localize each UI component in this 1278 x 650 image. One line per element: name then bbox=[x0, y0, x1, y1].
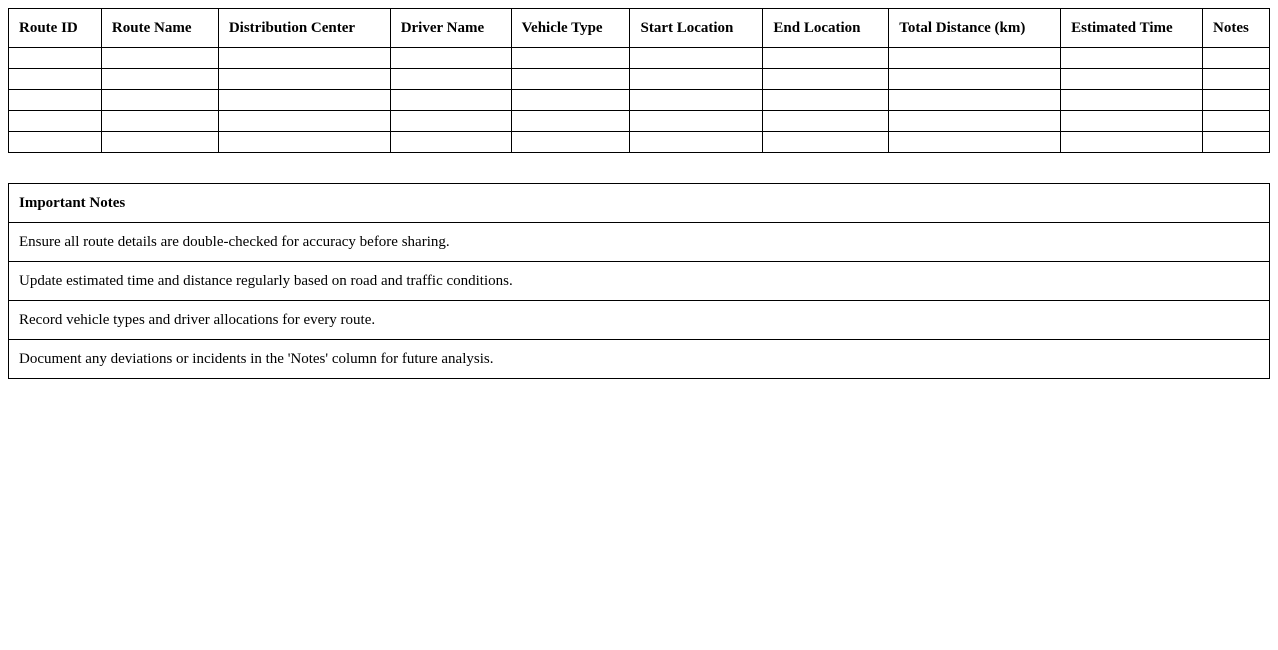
table-cell[interactable] bbox=[9, 69, 102, 90]
important-notes-table bbox=[8, 183, 1270, 379]
note-row bbox=[9, 301, 1270, 340]
table-cell[interactable] bbox=[218, 132, 390, 153]
table-cell[interactable] bbox=[390, 48, 511, 69]
table-cell[interactable] bbox=[763, 69, 889, 90]
table-cell[interactable] bbox=[630, 90, 763, 111]
column-header-end-location: End Location bbox=[763, 9, 889, 48]
table-cell[interactable] bbox=[101, 69, 218, 90]
table-cell[interactable] bbox=[218, 48, 390, 69]
table-cell[interactable] bbox=[511, 48, 630, 69]
table-cell[interactable] bbox=[511, 111, 630, 132]
table-cell[interactable] bbox=[9, 132, 102, 153]
note-item: Update estimated time and distance regularly based on road and traffic conditions. bbox=[9, 262, 1270, 301]
table-cell[interactable] bbox=[1061, 90, 1203, 111]
table-cell[interactable] bbox=[101, 132, 218, 153]
table-cell[interactable] bbox=[889, 69, 1061, 90]
table-cell[interactable] bbox=[218, 111, 390, 132]
note-row bbox=[9, 223, 1270, 262]
route-table bbox=[8, 8, 1270, 153]
note-item: Record vehicle types and driver allocations for every route. bbox=[9, 301, 1270, 340]
note-item: Ensure all route details are double-checked for accuracy before sharing. bbox=[9, 223, 1270, 262]
table-cell[interactable] bbox=[630, 48, 763, 69]
table-row bbox=[9, 69, 1270, 90]
table-cell[interactable] bbox=[218, 90, 390, 111]
table-cell[interactable] bbox=[763, 48, 889, 69]
table-cell[interactable] bbox=[1203, 69, 1270, 90]
notes-header-row bbox=[9, 184, 1270, 223]
table-cell[interactable] bbox=[511, 132, 630, 153]
table-cell[interactable] bbox=[1203, 111, 1270, 132]
column-header-notes: Notes bbox=[1203, 9, 1270, 48]
table-cell[interactable] bbox=[1061, 69, 1203, 90]
column-header-distribution-center: Distribution Center bbox=[218, 9, 390, 48]
table-row bbox=[9, 90, 1270, 111]
table-cell[interactable] bbox=[630, 111, 763, 132]
table-cell[interactable] bbox=[889, 90, 1061, 111]
table-cell[interactable] bbox=[101, 48, 218, 69]
column-header-total-distance: Total Distance (km) bbox=[889, 9, 1061, 48]
table-cell[interactable] bbox=[630, 132, 763, 153]
table-cell[interactable] bbox=[1203, 48, 1270, 69]
column-header-route-name: Route Name bbox=[101, 9, 218, 48]
table-cell[interactable] bbox=[9, 90, 102, 111]
table-cell[interactable] bbox=[1061, 48, 1203, 69]
table-cell[interactable] bbox=[889, 132, 1061, 153]
table-cell[interactable] bbox=[763, 132, 889, 153]
note-item: Document any deviations or incidents in the 'Notes' column for future analysis. bbox=[9, 340, 1270, 379]
table-cell[interactable] bbox=[763, 111, 889, 132]
table-cell[interactable] bbox=[9, 48, 102, 69]
table-row bbox=[9, 48, 1270, 69]
table-cell[interactable] bbox=[9, 111, 102, 132]
table-cell[interactable] bbox=[889, 111, 1061, 132]
note-row bbox=[9, 262, 1270, 301]
table-row bbox=[9, 111, 1270, 132]
table-cell[interactable] bbox=[1061, 132, 1203, 153]
table-cell[interactable] bbox=[101, 90, 218, 111]
column-header-vehicle-type: Vehicle Type bbox=[511, 9, 630, 48]
note-row bbox=[9, 340, 1270, 379]
column-header-start-location: Start Location bbox=[630, 9, 763, 48]
table-cell[interactable] bbox=[889, 48, 1061, 69]
table-cell[interactable] bbox=[1203, 132, 1270, 153]
table-cell[interactable] bbox=[390, 90, 511, 111]
table-cell[interactable] bbox=[390, 111, 511, 132]
table-cell[interactable] bbox=[511, 69, 630, 90]
table-cell[interactable] bbox=[101, 111, 218, 132]
table-cell[interactable] bbox=[1203, 90, 1270, 111]
table-cell[interactable] bbox=[390, 69, 511, 90]
notes-title: Important Notes bbox=[9, 184, 1270, 223]
table-row bbox=[9, 132, 1270, 153]
table-cell[interactable] bbox=[763, 90, 889, 111]
table-cell[interactable] bbox=[630, 69, 763, 90]
table-cell[interactable] bbox=[511, 90, 630, 111]
column-header-estimated-time: Estimated Time bbox=[1061, 9, 1203, 48]
table-cell[interactable] bbox=[1061, 111, 1203, 132]
column-header-driver-name: Driver Name bbox=[390, 9, 511, 48]
table-header-row bbox=[9, 9, 1270, 48]
column-header-route-id: Route ID bbox=[9, 9, 102, 48]
table-cell[interactable] bbox=[218, 69, 390, 90]
table-cell[interactable] bbox=[390, 132, 511, 153]
